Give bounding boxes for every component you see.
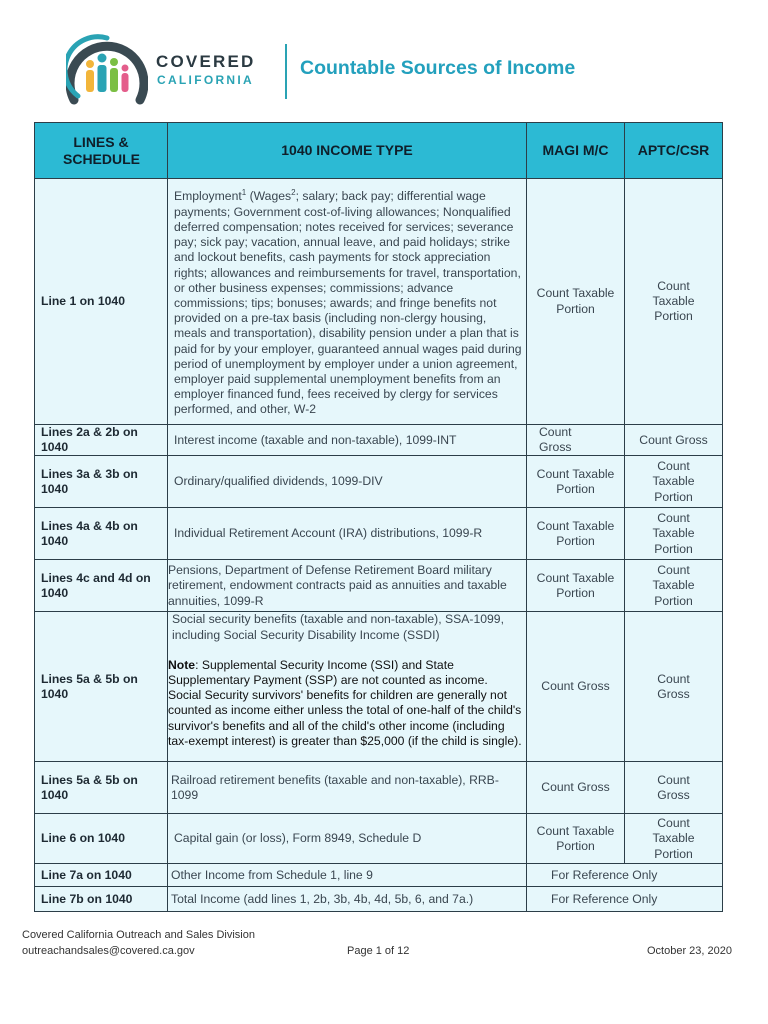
reference-cell: For Reference Only [527,864,723,887]
magi-cell: Count Gross [527,425,625,456]
note-label: Note [168,657,196,672]
table-row [35,814,723,864]
income-type-cell: Pensions, Department of Defense Retirement Board military retirement, endowment contracts paid as annuities and taxable annuities, 1099-R [168,560,527,612]
aptc-cell: Count Taxable Portion [625,179,723,425]
income-type-cell: Total Income (add lines 1, 2b, 3b, 4b, 4d, 5b, 6, and 7a.) [168,887,527,912]
ssi-note [168,658,522,688]
income-type-text: ; salary; back pay; differential wage payments; Government cost-of-living allowances; Nonqualified deferred compensation; notes received for services; severance pay; sick pay; vacation, annual leave, and paid holidays; strike and lockout benefits, cash payments for stock appreciation rights; allowances and reimbursements for travel, transportation, or other business expenses; commissions; advance commissions; tips; bonuses; awards; and fringe benefits not provided on a pre-tax basis (including non-clergy housing, meals and transportation), disability pension under a plan that is paid for by your employer, guaranteed annual wages paid during period of unemployment by employer under a union agreement, employer paid supplemental unemployment benefits from an employer financed fund, fees received by clergy for services performed, and other, W-2 [174,189,522,417]
income-type-cell: Railroad retirement benefits (taxable and non-taxable), RRB-1099 [168,762,527,814]
magi-cell: Count Gross [527,762,625,814]
column-header-magi: MAGI M/C [527,123,625,179]
income-type-text: Employment [174,189,242,204]
line-cell: Lines 5a & 5b on 1040 [35,762,168,814]
footnote-marker: 1 [241,188,247,198]
income-type-cell: Individual Retirement Account (IRA) distributions, 1099-R [168,508,527,560]
table-row [35,179,723,425]
line-cell: Lines 4a & 4b on 1040 [35,508,168,560]
reference-cell: For Reference Only [527,887,723,912]
footer-organization: Covered California Outreach and Sales Division [22,929,255,941]
table-row [35,456,723,508]
column-header-lines-schedule: LINES & SCHEDULE [35,123,168,179]
page-header [0,0,768,118]
spacer [168,643,522,658]
aptc-cell: Count Taxable Portion [625,508,723,560]
footer-email-link[interactable]: outreachandsales@covered.ca.gov [22,945,195,957]
survivor-note: Social Security survivors' benefits for children are generally not counted as income either unless the total of one-half of the child's survivor's benefits and all of the child's other income (including tax-exempt interest) is greater than $25,000 (if the child is single). [168,688,522,748]
magi-cell: Count Taxable Portion [527,179,625,425]
line-cell: Line 7b on 1040 [35,887,168,912]
line-cell: Line 7a on 1040 [35,864,168,887]
income-type-text: Social security benefits (taxable and non-taxable), SSA-1099, including Social Security Disability Income (SSDI) [172,612,504,642]
column-header-income-type: 1040 INCOME TYPE [168,123,527,179]
line-cell: Lines 4c and 4d on 1040 [35,560,168,612]
income-table [34,122,723,912]
covered-california-logo-icon [66,30,148,108]
table-row [35,560,723,612]
table-row [35,508,723,560]
income-type-cell: Capital gain (or loss), Form 8949, Schedule D [168,814,527,864]
column-header-aptc: APTC/CSR [625,123,723,179]
footnote-marker: 2 [291,188,296,198]
footer-date: October 23, 2020 [647,945,733,957]
aptc-cell: Count Gross [625,612,723,762]
magi-cell: Count Gross [527,612,625,762]
aptc-cell: Count Taxable Portion [625,456,723,508]
line-cell: Lines 2a & 2b on 1040 [35,425,168,456]
magi-cell: Count Taxable Portion [527,814,625,864]
income-type-cell [168,612,527,762]
note-text: : Supplemental Security Income (SSI) and State Supplementary Payment (SSP) are not counted as income. [168,657,488,688]
aptc-cell: Count Gross [625,425,723,456]
table-row [35,425,723,456]
table-row [35,762,723,814]
income-type-text: (Wages [246,189,292,204]
income-type-cell: Interest income (taxable and non-taxable), 1099-INT [168,425,527,456]
aptc-cell: Count Gross [625,762,723,814]
income-type-cell [168,179,527,425]
table-row [35,864,723,887]
magi-cell: Count Taxable Portion [527,456,625,508]
table-row [35,612,723,762]
table-row [35,887,723,912]
aptc-cell: Count Taxable Portion [625,814,723,864]
income-type-cell: Ordinary/qualified dividends, 1099-DIV [168,456,527,508]
logo-text-covered: COVERED [156,52,256,71]
header-divider [285,44,287,99]
line-cell: Lines 3a & 3b on 1040 [35,456,168,508]
line-cell: Line 1 on 1040 [35,179,168,425]
magi-cell: Count Taxable Portion [527,508,625,560]
line-cell: Line 6 on 1040 [35,814,168,864]
footer-page-number: Page 1 of 12 [347,945,410,957]
line-cell: Lines 5a & 5b on 1040 [35,612,168,762]
table-header-row [35,123,723,179]
income-type-cell: Other Income from Schedule 1, line 9 [168,864,527,887]
aptc-cell: Count Taxable Portion [625,560,723,612]
document-title: Countable Sources of Income [300,57,576,79]
logo-text-california: CALIFORNIA [157,73,254,87]
magi-cell: Count Taxable Portion [527,560,625,612]
